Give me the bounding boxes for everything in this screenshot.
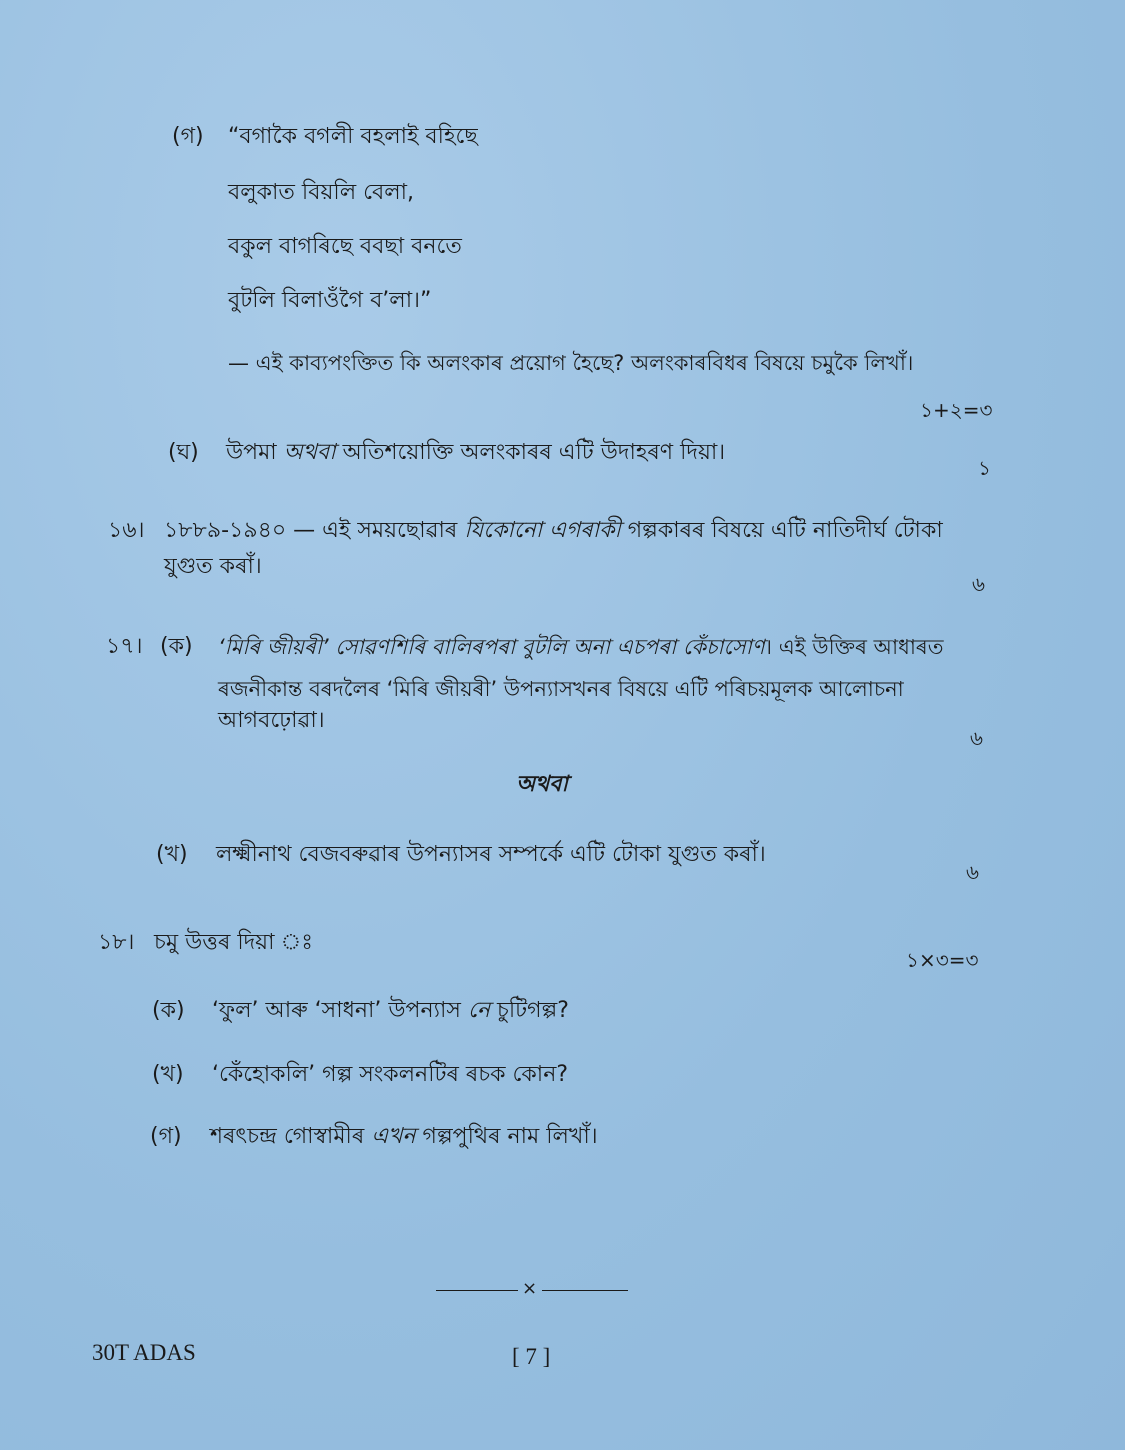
q15gh-text: [226, 438, 725, 468]
paper-code: 30T ADAS: [92, 1340, 196, 1365]
q16-text-3: গল্পকাৰৰ বিষয়ে এটি নাতিদীৰ্ঘ টোকা: [627, 518, 943, 543]
q18c-text-2: এখন: [371, 1124, 416, 1149]
end-mark: ×: [522, 1278, 538, 1299]
q15g-question: — এই কাব্যপংক্তিত কি অলংকাৰ প্ৰয়োগ হৈছে? অলংকাৰবিধৰ বিষয়ে চমুকৈ লিখাঁ।: [228, 351, 914, 375]
q17-or: অথবা: [516, 772, 568, 797]
q15gh-marks: ১: [978, 456, 991, 480]
poem-line-4: বুটলি বিলাওঁগৈ ব’লা।”: [228, 288, 432, 313]
end-rule-right: [542, 1290, 628, 1291]
end-rule-left: [436, 1290, 518, 1291]
q17a-marks: ৬: [970, 726, 984, 750]
q17b-marks: ৬: [966, 860, 980, 884]
q18c-text-3: গল্পপুথিৰ নাম লিখাঁ।: [422, 1124, 598, 1149]
q16-text-2: যিকোনো এগৰাকী: [464, 518, 621, 543]
q16-text-1: ১৮৮৯-১৯৪০ — এই সময়ছোৱাৰ: [164, 518, 458, 543]
q17-number: ১৭।: [106, 634, 143, 659]
q18-number: ১৮।: [98, 930, 135, 955]
q18a-label: (ক): [152, 998, 185, 1023]
q18c-text-1: শৰৎচন্দ্ৰ গোস্বামীৰ: [210, 1124, 365, 1149]
q16-text: [164, 516, 943, 546]
q18a-text: [212, 996, 569, 1026]
q18c-label: (গ): [150, 1124, 182, 1149]
poem-line-2: বলুকাত বিয়লি বেলা,: [228, 180, 415, 205]
page-number: [ 7 ]: [512, 1344, 551, 1369]
q17a-text-1: । এই উক্তিৰ আধাৰত: [764, 635, 944, 659]
q18c-text: [210, 1122, 598, 1152]
q15gh-text-3: অতিশয়োক্তি অলংকাৰৰ এটি উদাহৰণ দিয়া।: [342, 440, 726, 465]
q17a-line-2: ৰজনীকান্ত বৰদলৈৰ ‘মিৰি জীয়ৰী’ উপন্যাসখনৰ বিষয়ে এটি পৰিচয়মূলক আলোচনা: [218, 677, 904, 701]
q16-marks: ৬: [972, 572, 986, 596]
q18-marks: ১×৩=৩: [906, 948, 979, 972]
q17b-text: লক্ষ্মীনাথ বেজবৰুৱাৰ উপন্যাসৰ সম্পৰ্কে এটি টোকা যুগুত কৰাঁ।: [216, 842, 766, 867]
q16-text-4: যুগুত কৰাঁ।: [164, 554, 262, 579]
q18a-text-3: চুটিগল্প?: [496, 998, 569, 1023]
q17a-line-3: আগবঢ়োৱা।: [218, 708, 325, 733]
q17a-label: (ক): [160, 634, 193, 659]
q18b-text: ‘কেঁহোকলি’ গল্প সংকলনটিৰ ৰচক কোন?: [212, 1062, 568, 1087]
q17b-label: (খ): [156, 842, 188, 867]
q15gh-or: অথবা: [283, 440, 336, 465]
q15g-marks: ১+২=৩: [920, 398, 993, 422]
q15gh-text-1: উপমা: [226, 440, 277, 465]
q18-title: চমু উত্তৰ দিয়া ঃ: [154, 930, 313, 955]
q16-number: ১৬।: [108, 518, 145, 543]
poem-line-1: “বগাকৈ বগলী বহলাই বহিছে: [228, 124, 478, 149]
q17a-quote: ‘মিৰি জীয়ৰী’ সোৱণশিৰি বালিৰপৰা বুটলি অনা এচপৰা কেঁচাসোণ: [218, 635, 765, 659]
q18a-text-1: ‘ফুল’ আৰু ‘সাধনা’ উপন্যাস: [212, 998, 461, 1023]
q15gh-label: (ঘ): [168, 440, 199, 465]
poem-line-3: বকুল বাগৰিছে ববছা বনতে: [228, 234, 462, 259]
q18b-label: (খ): [152, 1062, 184, 1087]
q18a-text-2: নে: [467, 998, 490, 1023]
q15g-label: (গ): [172, 124, 204, 149]
q17a-line-1: [218, 632, 944, 662]
